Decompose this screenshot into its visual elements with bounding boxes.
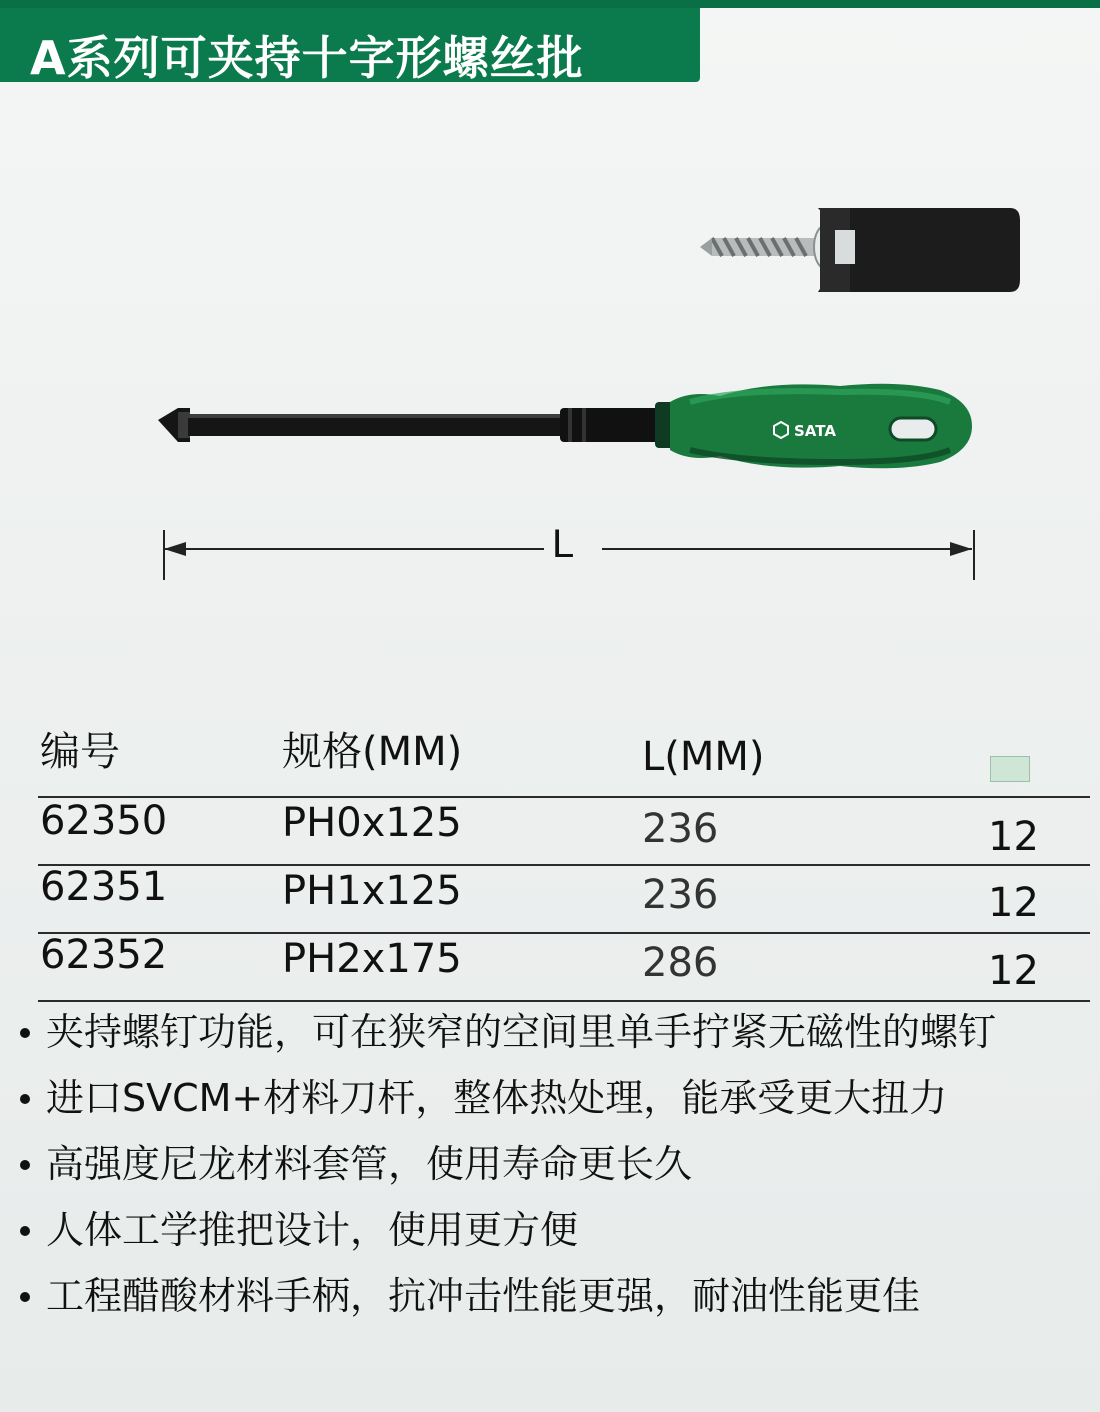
dimension-line-right bbox=[602, 548, 972, 550]
table-row-code: 62350 bbox=[40, 798, 168, 844]
screw-icon bbox=[700, 225, 838, 269]
product-diagram bbox=[0, 90, 1100, 610]
bullet-icon bbox=[20, 1094, 30, 1104]
tip-closeup-inset bbox=[700, 208, 1020, 292]
feature-item bbox=[16, 1136, 1086, 1192]
column-header-spec: 规格(MM) bbox=[282, 729, 463, 775]
table-row-spec: PH0x125 bbox=[282, 800, 462, 846]
feature-text: 高强度尼龙材料套管，使用寿命更长久 bbox=[46, 1142, 693, 1186]
feature-text: 夹持螺钉功能，可在狭窄的空间里单手拧紧无磁性的螺钉 bbox=[46, 1010, 997, 1054]
package-icon bbox=[990, 756, 1030, 782]
feature-item bbox=[16, 1268, 1086, 1324]
table-rule bbox=[38, 932, 1090, 934]
dimension-end-tick bbox=[973, 530, 975, 580]
feature-item bbox=[16, 1070, 1086, 1126]
brand-logo-text: SATA bbox=[794, 422, 836, 440]
dimension-label: L bbox=[552, 522, 575, 566]
table-row-qty: 12 bbox=[988, 814, 1039, 860]
column-header-length: L(MM) bbox=[642, 734, 765, 780]
bullet-icon bbox=[20, 1292, 30, 1302]
table-rule bbox=[38, 1000, 1090, 1002]
table-rule bbox=[38, 796, 1090, 798]
bullet-icon bbox=[20, 1226, 30, 1236]
table-row-length: 286 bbox=[642, 940, 719, 986]
table-rule bbox=[38, 864, 1090, 866]
table-row-code: 62351 bbox=[40, 864, 168, 910]
top-accent-rule bbox=[0, 0, 1100, 8]
feature-text: 工程醋酸材料手柄，抗冲击性能更强，耐油性能更佳 bbox=[46, 1274, 921, 1318]
table-row-qty: 12 bbox=[988, 948, 1039, 994]
feature-list bbox=[16, 1004, 1086, 1334]
feature-item bbox=[16, 1202, 1086, 1258]
table-row-length: 236 bbox=[642, 806, 719, 852]
feature-item bbox=[16, 1004, 1086, 1060]
feature-text: 人体工学推把设计，使用更方便 bbox=[46, 1208, 579, 1252]
screwdriver-illustration bbox=[0, 90, 1100, 610]
arrow-left-icon bbox=[164, 539, 186, 559]
table-row-code: 62352 bbox=[40, 932, 168, 978]
dimension-line-left bbox=[164, 548, 544, 550]
table-row-length: 236 bbox=[642, 872, 719, 918]
arrow-right-icon bbox=[950, 539, 972, 559]
feature-text: 进口SVCM+材料刀杆，整体热处理，能承受更大扭力 bbox=[46, 1076, 948, 1120]
column-header-code: 编号 bbox=[40, 729, 120, 775]
table-row-qty: 12 bbox=[988, 880, 1039, 926]
screwdriver-body bbox=[158, 384, 972, 469]
page-title: A系列可夹持十字形螺丝批 bbox=[30, 31, 584, 85]
title-banner bbox=[0, 8, 700, 85]
bullet-icon bbox=[20, 1028, 30, 1038]
table-row-spec: PH1x125 bbox=[282, 868, 462, 914]
table-row-spec: PH2x175 bbox=[282, 936, 462, 982]
bullet-icon bbox=[20, 1160, 30, 1170]
